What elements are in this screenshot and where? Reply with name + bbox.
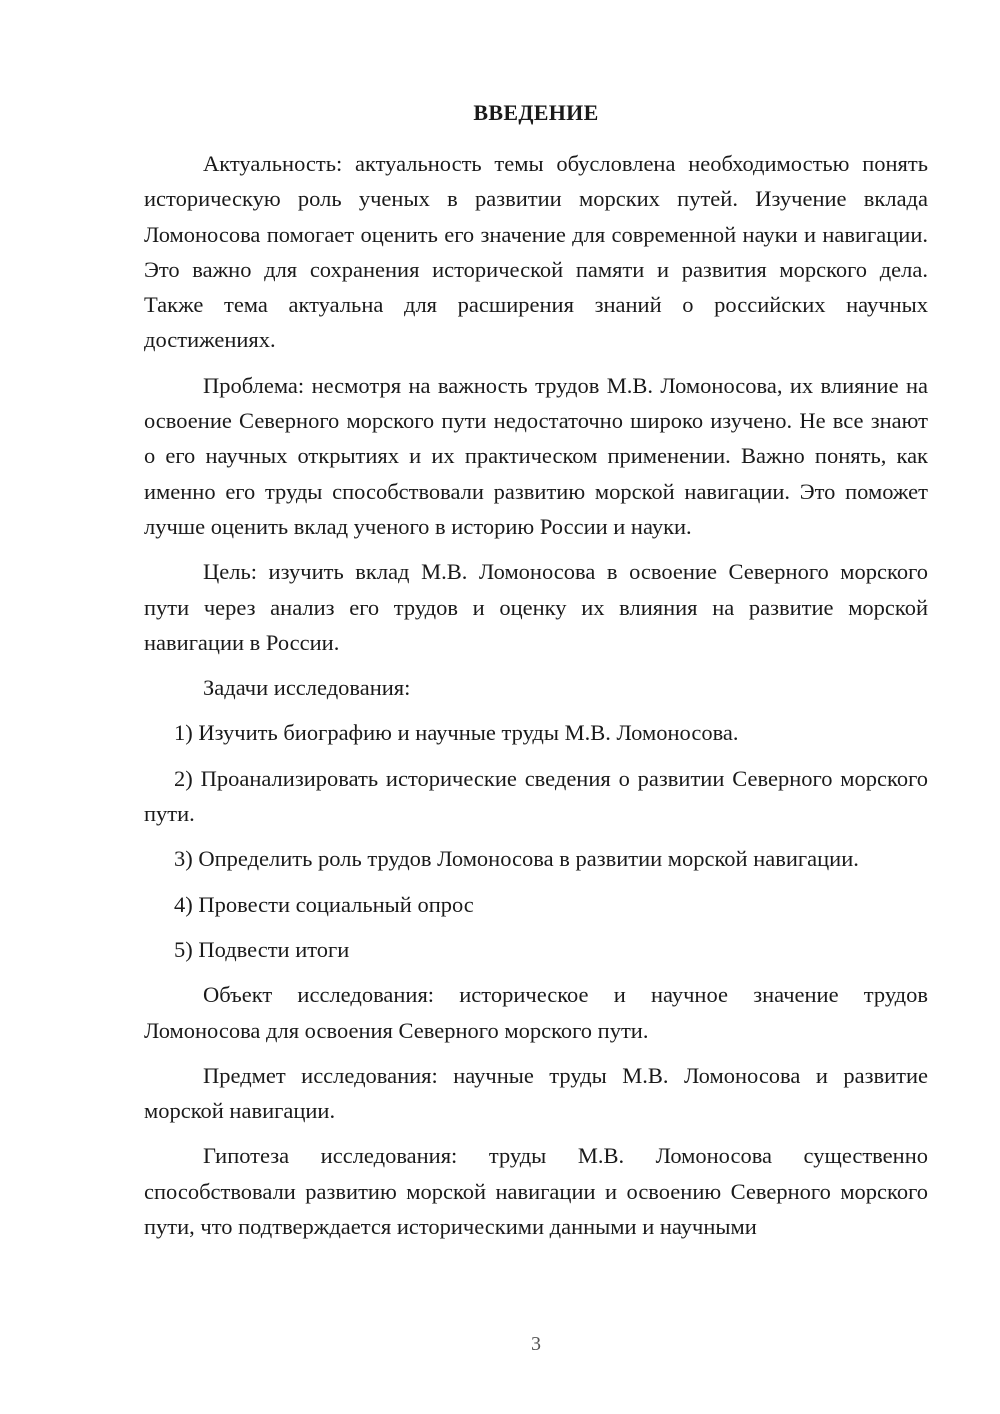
- problem-paragraph: Проблема: несмотря на важность трудов М.В. Ломоносова, их влияние на освоение Северного морского пути недостаточно широко изучено. Не все знают о его научных открытиях и их практическом применении. Важно понять, как именно его труды способствовали развитию морской навигации. Это поможет лучше оценить вклад ученого в историю России и науки.: [144, 372, 928, 539]
- hypothesis-paragraph: Гипотеза исследования: труды М.В. Ломоносова существенно способствовали развитию морской навигации и освоению Северного морского пути, что подтверждается историческими данными и научными: [144, 1143, 928, 1240]
- task-item: 4) Провести социальный опрос: [174, 891, 474, 917]
- page-number: 3: [531, 1333, 541, 1355]
- object-paragraph: Объект исследования: историческое и научное значение трудов Ломоносова для освоения Северного морского пути.: [144, 982, 928, 1043]
- section-title: ВВЕДЕНИЕ: [473, 100, 599, 125]
- task-item: 3) Определить роль трудов Ломоносова в развитии морской навигации.: [174, 846, 859, 872]
- tasks-label: Задачи исследования:: [203, 675, 411, 701]
- relevance-paragraph: Актуальность: актуальность темы обусловлена необходимостью понять историческую роль ученых в развитии морских путей. Изучение вклада Ломоносова помогает оценить его значение для современной науки и навигации. Это важно для сохранения исторической памяти и развития морского дела. Также тема актуальна для расширения знаний о российских научных достижениях.: [144, 151, 928, 353]
- task-item: 5) Подвести итоги: [174, 936, 350, 962]
- task-item: 1) Изучить биографию и научные труды М.В. Ломоносова.: [174, 720, 739, 746]
- goal-paragraph: Цель: изучить вклад М.В. Ломоносова в освоение Северного морского пути через анализ его трудов и оценку их влияния на развитие морской навигации в России.: [144, 559, 928, 655]
- task-item: 2) Проанализировать исторические сведения о развитии Северного морского пути.: [144, 765, 928, 827]
- subject-paragraph: Предмет исследования: научные труды М.В. Ломоносова и развитие морской навигации.: [144, 1062, 928, 1124]
- document-page: [144, 95, 928, 1254]
